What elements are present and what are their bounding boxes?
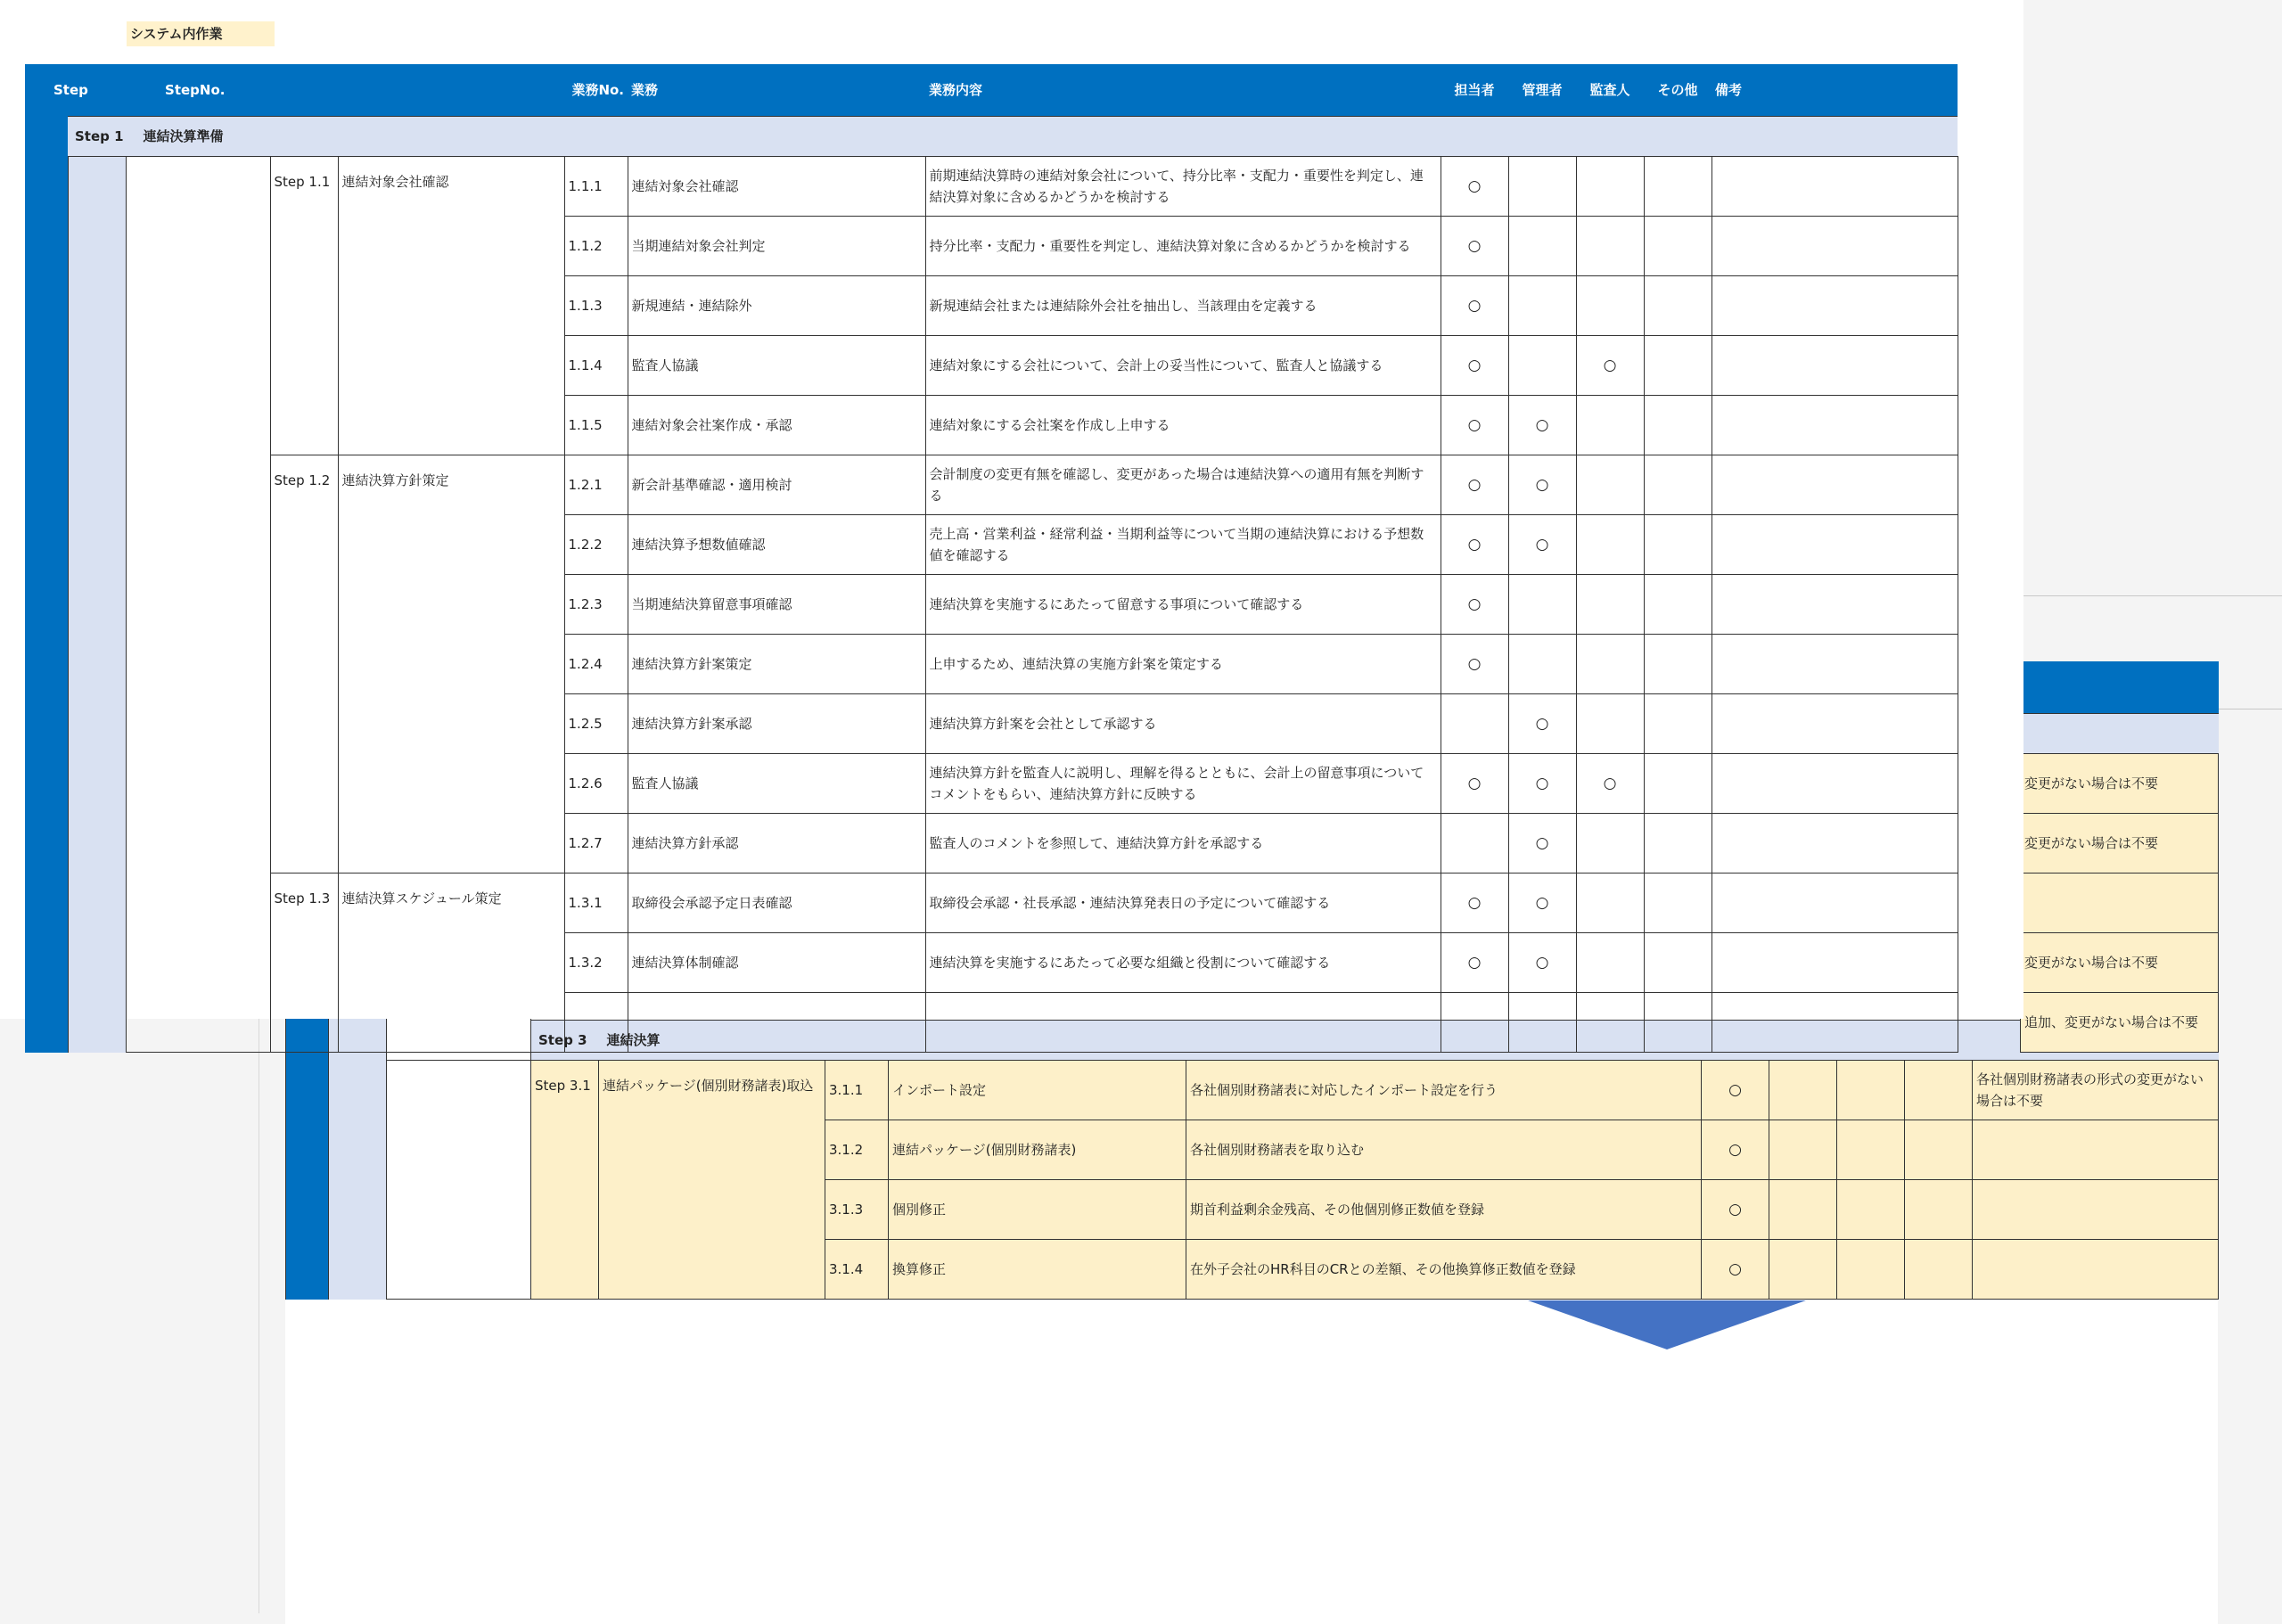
task-name-cell[interactable]: インポート設定 — [889, 1061, 1186, 1120]
mark-sonota-cell[interactable] — [1905, 1061, 1973, 1120]
mark-tanto-cell[interactable]: ○ — [1441, 635, 1508, 694]
header-gyomuno: 業務No. — [564, 64, 628, 117]
mark-sonota-cell[interactable] — [1644, 933, 1712, 993]
back-sheet-right-fragment — [2020, 661, 2218, 1030]
fragment-header-cell — [2021, 661, 2219, 714]
task-no-cell[interactable]: 1.1.1 — [564, 157, 628, 217]
back-fragment-table — [2020, 661, 2219, 1053]
task-desc-cell[interactable]: 前期連結決算時の連結対象会社について、持分比率・支配力・重要性を判定し、連結決算対象に含めるかどうかを検討する — [925, 157, 1441, 217]
task-desc-cell[interactable]: 新規連結会社または連結除外会社を抽出し、当該理由を定義する — [925, 276, 1441, 336]
mark-kanri-cell[interactable] — [1508, 276, 1576, 336]
task-no-cell[interactable]: 1.3.1 — [564, 874, 628, 933]
mark-sonota-cell[interactable] — [1644, 754, 1712, 814]
task-no-cell[interactable]: 1.2.5 — [564, 694, 628, 754]
task-no-cell[interactable]: 3.1.3 — [825, 1180, 889, 1240]
mark-tanto-cell[interactable] — [1441, 694, 1508, 754]
mark-sonota-cell[interactable] — [1644, 217, 1712, 276]
fragment-row — [2021, 814, 2219, 874]
task-desc-cell[interactable]: 上申するため、連結決算の実施方針案を策定する — [925, 635, 1441, 694]
task-no-cell[interactable]: 1.2.6 — [564, 754, 628, 814]
mark-tanto-cell[interactable] — [1441, 814, 1508, 874]
mark-kanri-cell[interactable]: ○ — [1508, 694, 1576, 754]
mark-kansa-cell[interactable] — [1576, 575, 1644, 635]
remarks-cell[interactable]: 追加、変更がない場合は不要 — [2021, 993, 2219, 1053]
mark-kansa-cell[interactable] — [1576, 276, 1644, 336]
task-row — [25, 455, 1958, 515]
empty-cell[interactable] — [1644, 993, 1712, 1053]
task-row — [25, 157, 1958, 217]
task-desc-cell[interactable]: 各社個別財務諸表に対応したインポート設定を行う — [1186, 1061, 1702, 1120]
mark-kansa-cell[interactable] — [1576, 157, 1644, 217]
task-name-cell[interactable]: 連結決算方針案策定 — [628, 635, 925, 694]
front-task-table — [25, 64, 1958, 1053]
mark-kanri-cell[interactable]: ○ — [1508, 396, 1576, 455]
fragment-section-cell — [2021, 714, 2219, 754]
empty-cell[interactable] — [564, 993, 628, 1053]
remarks-cell[interactable]: 変更がない場合は不要 — [2021, 814, 2219, 874]
substep-name-cell: 連結パッケージ(個別財務諸表)取込 — [599, 1061, 825, 1300]
task-desc-cell[interactable]: 監査人のコメントを参照して、連結決算方針を承認する — [925, 814, 1441, 874]
remarks-cell[interactable] — [1712, 515, 1958, 575]
header-sonota: その他 — [1644, 64, 1712, 117]
mark-kanri-cell[interactable]: ○ — [1508, 933, 1576, 993]
mark-tanto-cell[interactable]: ○ — [1441, 874, 1508, 933]
empty-cell[interactable] — [1441, 993, 1508, 1053]
mark-kanri-cell[interactable] — [1769, 1061, 1837, 1120]
mark-sonota-cell[interactable] — [1644, 157, 1712, 217]
mark-tanto-cell[interactable]: ○ — [1441, 933, 1508, 993]
mark-kanri-cell[interactable] — [1508, 157, 1576, 217]
task-name-cell[interactable]: 連結決算体制確認 — [628, 933, 925, 993]
task-no-cell[interactable]: 1.2.1 — [564, 455, 628, 515]
task-name-cell[interactable]: 連結対象会社案作成・承認 — [628, 396, 925, 455]
task-row — [25, 874, 1958, 933]
mark-kanri-cell[interactable] — [1508, 336, 1576, 396]
mark-kansa-cell[interactable]: ○ — [1576, 754, 1644, 814]
section-title — [68, 117, 1958, 157]
task-name-cell[interactable]: 当期連結決算留意事項確認 — [628, 575, 925, 635]
mark-tanto-cell[interactable]: ○ — [1441, 754, 1508, 814]
mark-sonota-cell[interactable] — [1905, 1240, 1973, 1300]
task-no-cell[interactable]: 1.2.7 — [564, 814, 628, 874]
mark-tanto-cell[interactable]: ○ — [1441, 217, 1508, 276]
header-content: 業務内容 — [925, 64, 1441, 117]
task-no-cell[interactable]: 3.1.1 — [825, 1061, 889, 1120]
mark-kansa-cell[interactable] — [1576, 455, 1644, 515]
mark-kanri-cell[interactable] — [1508, 217, 1576, 276]
mark-tanto-cell[interactable]: ○ — [1441, 455, 1508, 515]
header-gyomu: 業務 — [628, 64, 925, 117]
header-step: Step — [25, 64, 126, 117]
remarks-cell[interactable] — [1712, 933, 1958, 993]
remarks-cell[interactable] — [1712, 217, 1958, 276]
mark-sonota-cell[interactable] — [1644, 575, 1712, 635]
mark-kanri-cell[interactable] — [1508, 635, 1576, 694]
substep-no-cell: Step 3.1 — [531, 1061, 599, 1300]
mark-kanri-cell[interactable]: ○ — [1508, 515, 1576, 575]
task-no-cell[interactable]: 1.1.5 — [564, 396, 628, 455]
task-no-cell[interactable]: 3.1.2 — [825, 1120, 889, 1180]
remarks-cell[interactable] — [2021, 874, 2219, 933]
mark-sonota-cell[interactable] — [1644, 814, 1712, 874]
sheet-tag: システム内作業 — [127, 21, 275, 46]
task-name-cell[interactable]: 連結決算方針案承認 — [628, 694, 925, 754]
sheet-divider-line — [2020, 595, 2282, 596]
mark-tanto-cell[interactable]: ○ — [1702, 1120, 1769, 1180]
section-row-step1 — [25, 117, 1958, 157]
substep-no-cell: Step 1.1 — [270, 157, 338, 455]
remarks-cell[interactable] — [1973, 1180, 2219, 1240]
fragment-header-row — [2021, 661, 2219, 714]
fragment-row — [2021, 874, 2219, 933]
mark-kansa-cell[interactable] — [1576, 635, 1644, 694]
mark-sonota-cell[interactable] — [1644, 455, 1712, 515]
task-desc-cell[interactable]: 連結対象にする会社について、会計上の妥当性について、監査人と協議する — [925, 336, 1441, 396]
section-label: Step 1 — [75, 128, 124, 144]
task-desc-cell[interactable]: 連結決算を実施するにあたって必要な組織と役割について確認する — [925, 933, 1441, 993]
fragment-row — [2021, 754, 2219, 814]
substep-name-cell: 連結決算方針策定 — [338, 455, 564, 874]
task-row — [286, 1061, 2219, 1120]
empty-cell[interactable] — [1508, 993, 1576, 1053]
task-desc-cell[interactable]: 期首利益剰余金残高、その他個別修正数値を登録 — [1186, 1180, 1702, 1240]
mark-sonota-cell[interactable] — [1644, 874, 1712, 933]
empty-cell[interactable] — [925, 993, 1441, 1053]
remarks-cell[interactable] — [1712, 874, 1958, 933]
section-stripe — [286, 1061, 329, 1300]
header-tanto: 担当者 — [1441, 64, 1508, 117]
section-stripe — [25, 117, 68, 1053]
mark-tanto-cell[interactable]: ○ — [1441, 336, 1508, 396]
task-desc-cell[interactable]: 会計制度の変更有無を確認し、変更があった場合は連結決算への適用有無を判断する — [925, 455, 1441, 515]
substep-no-cell: Step 1.3 — [270, 874, 338, 1053]
flow-arrow-down-icon — [1528, 1300, 1806, 1349]
mark-tanto-cell[interactable]: ○ — [1702, 1180, 1769, 1240]
mark-tanto-cell[interactable]: ○ — [1702, 1240, 1769, 1300]
task-name-cell[interactable]: 当期連結対象会社判定 — [628, 217, 925, 276]
remarks-cell[interactable] — [1712, 754, 1958, 814]
task-no-cell[interactable]: 1.1.3 — [564, 276, 628, 336]
substep-no-cell: Step 1.2 — [270, 455, 338, 874]
remarks-cell[interactable]: 各社個別財務諸表の形式の変更がない場合は不要 — [1973, 1061, 2219, 1120]
mark-tanto-cell[interactable]: ○ — [1441, 575, 1508, 635]
mark-tanto-cell[interactable]: ○ — [1441, 515, 1508, 575]
task-name-cell[interactable]: 新規連結・連結除外 — [628, 276, 925, 336]
indent-band — [329, 1061, 387, 1300]
remarks-cell[interactable] — [1973, 1240, 2219, 1300]
mark-kansa-cell[interactable] — [1837, 1240, 1905, 1300]
mark-kansa-cell[interactable] — [1576, 814, 1644, 874]
mark-kanri-cell[interactable]: ○ — [1508, 874, 1576, 933]
mark-tanto-cell[interactable]: ○ — [1441, 157, 1508, 217]
remarks-cell[interactable] — [1712, 396, 1958, 455]
mark-sonota-cell[interactable] — [1644, 515, 1712, 575]
task-no-cell[interactable]: 1.2.2 — [564, 515, 628, 575]
task-name-cell[interactable]: 連結決算予想数値確認 — [628, 515, 925, 575]
task-desc-cell[interactable]: 各社個別財務諸表を取り込む — [1186, 1120, 1702, 1180]
task-name-cell[interactable]: 連結パッケージ(個別財務諸表) — [889, 1120, 1186, 1180]
header-biko: 備考 — [1712, 64, 1958, 117]
mark-kansa-cell[interactable] — [1837, 1180, 1905, 1240]
remarks-cell[interactable] — [1712, 276, 1958, 336]
mark-kansa-cell[interactable] — [1576, 217, 1644, 276]
task-no-cell[interactable]: 1.3.2 — [564, 933, 628, 993]
section-name: 連結決算 — [606, 1032, 661, 1048]
task-name-cell[interactable]: 個別修正 — [889, 1180, 1186, 1240]
remarks-cell[interactable] — [1712, 814, 1958, 874]
empty-cell[interactable] — [1576, 993, 1644, 1053]
mark-kanri-cell[interactable] — [1508, 575, 1576, 635]
mark-sonota-cell[interactable] — [1644, 336, 1712, 396]
mark-kansa-cell[interactable] — [1837, 1120, 1905, 1180]
task-name-cell[interactable]: 監査人協議 — [628, 754, 925, 814]
mark-sonota-cell[interactable] — [1644, 396, 1712, 455]
mark-kansa-cell[interactable]: ○ — [1576, 336, 1644, 396]
task-name-cell[interactable]: 連結決算方針承認 — [628, 814, 925, 874]
fragment-row — [2021, 933, 2219, 993]
remarks-cell[interactable] — [1712, 694, 1958, 754]
task-no-cell[interactable]: 1.2.4 — [564, 635, 628, 694]
mark-sonota-cell[interactable] — [1644, 694, 1712, 754]
mark-kansa-cell[interactable] — [1837, 1061, 1905, 1120]
task-desc-cell[interactable]: 連結決算方針を監査人に説明し、理解を得るとともに、会計上の留意事項についてコメントをもらい、連結決算方針に反映する — [925, 754, 1441, 814]
mark-sonota-cell[interactable] — [1905, 1180, 1973, 1240]
mark-kanri-cell[interactable]: ○ — [1508, 754, 1576, 814]
indent-band — [68, 157, 126, 1053]
remarks-cell[interactable] — [1973, 1120, 2219, 1180]
empty-cell[interactable] — [1712, 993, 1958, 1053]
substep-name-cell: 連結決算スケジュール策定 — [338, 874, 564, 1053]
task-no-cell[interactable]: 1.1.4 — [564, 336, 628, 396]
task-name-cell[interactable]: 新会計基準確認・適用検討 — [628, 455, 925, 515]
mark-tanto-cell[interactable]: ○ — [1441, 396, 1508, 455]
task-desc-cell[interactable]: 連結対象にする会社案を作成し上申する — [925, 396, 1441, 455]
task-no-cell[interactable]: 1.2.3 — [564, 575, 628, 635]
fragment-section-row — [2021, 714, 2219, 754]
task-desc-cell[interactable]: 在外子会社のHR科目のCRとの差額、その他換算修正数値を登録 — [1186, 1240, 1702, 1300]
fragment-row — [2021, 993, 2219, 1053]
task-desc-cell[interactable]: 持分比率・支配力・重要性を判定し、連結決算対象に含めるかどうかを検討する — [925, 217, 1441, 276]
remarks-cell[interactable]: 変更がない場合は不要 — [2021, 933, 2219, 993]
mark-kansa-cell[interactable] — [1576, 694, 1644, 754]
section-name: 連結決算準備 — [143, 128, 224, 144]
header-stepno: StepNo. — [126, 64, 564, 117]
task-desc-cell[interactable]: 連結決算方針案を会社として承認する — [925, 694, 1441, 754]
remarks-cell[interactable] — [1712, 336, 1958, 396]
header-row — [25, 64, 1958, 117]
remarks-cell[interactable] — [1712, 635, 1958, 694]
indent-blank — [387, 1061, 531, 1300]
substep-name-cell: 連結対象会社確認 — [338, 157, 564, 455]
section-label: Step 3 — [538, 1032, 587, 1048]
task-name-cell[interactable]: 換算修正 — [889, 1240, 1186, 1300]
task-name-cell[interactable]: 取締役会承認予定日表確認 — [628, 874, 925, 933]
remarks-cell[interactable] — [1712, 575, 1958, 635]
remarks-cell[interactable] — [1712, 455, 1958, 515]
mark-tanto-cell[interactable]: ○ — [1441, 276, 1508, 336]
remarks-cell[interactable]: 変更がない場合は不要 — [2021, 754, 2219, 814]
mark-tanto-cell[interactable]: ○ — [1702, 1061, 1769, 1120]
mark-kanri-cell[interactable] — [1769, 1240, 1837, 1300]
mark-sonota-cell[interactable] — [1644, 635, 1712, 694]
task-no-cell[interactable]: 3.1.4 — [825, 1240, 889, 1300]
mark-kanri-cell[interactable] — [1769, 1180, 1837, 1240]
mark-sonota-cell[interactable] — [1644, 276, 1712, 336]
mark-kanri-cell[interactable] — [1769, 1120, 1837, 1180]
mark-kansa-cell[interactable] — [1576, 396, 1644, 455]
task-desc-cell[interactable]: 連結決算を実施するにあたって留意する事項について確認する — [925, 575, 1441, 635]
header-kanri: 管理者 — [1508, 64, 1576, 117]
empty-cell[interactable] — [628, 993, 925, 1053]
task-name-cell[interactable]: 監査人協議 — [628, 336, 925, 396]
mark-kanri-cell[interactable]: ○ — [1508, 455, 1576, 515]
header-kansa: 監査人 — [1576, 64, 1644, 117]
mark-kansa-cell[interactable] — [1576, 933, 1644, 993]
remarks-cell[interactable] — [1712, 157, 1958, 217]
mark-kanri-cell[interactable]: ○ — [1508, 814, 1576, 874]
task-name-cell[interactable]: 連結対象会社確認 — [628, 157, 925, 217]
task-no-cell[interactable]: 1.1.2 — [564, 217, 628, 276]
task-desc-cell[interactable]: 取締役会承認・社長承認・連結決算発表日の予定について確認する — [925, 874, 1441, 933]
mark-sonota-cell[interactable] — [1905, 1120, 1973, 1180]
task-desc-cell[interactable]: 売上高・営業利益・経常利益・当期利益等について当期の連結決算における予想数値を確認する — [925, 515, 1441, 575]
mark-kansa-cell[interactable] — [1576, 874, 1644, 933]
indent-blank — [126, 157, 270, 1053]
mark-kansa-cell[interactable] — [1576, 515, 1644, 575]
